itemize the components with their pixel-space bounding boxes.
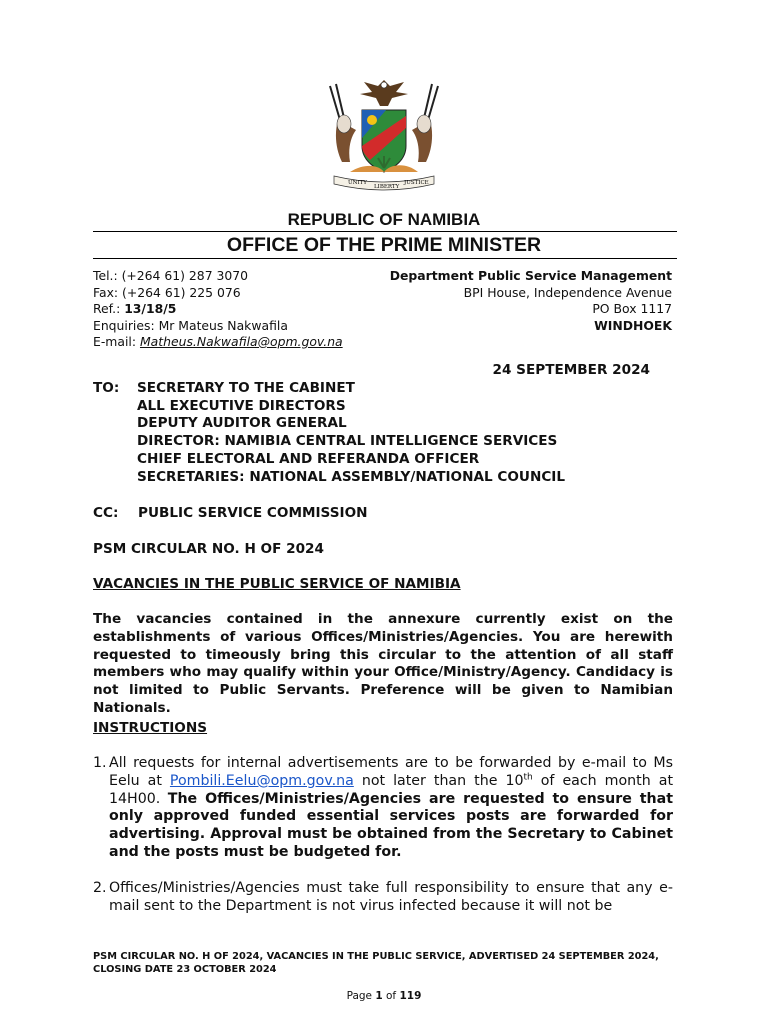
recipient: CHIEF ELECTORAL AND REFERANDA OFFICER [137,450,480,467]
to-label: TO: [93,380,120,396]
address-line-1: BPI House, Independence Avenue [463,284,672,300]
motto-right: JUSTICE [404,180,429,186]
heading-divider-bottom [93,258,677,259]
subject-heading: VACANCIES IN THE PUBLIC SERVICE OF NAMIBIA [93,576,461,592]
page-total: 119 [399,990,422,1002]
item-text-pre: All requests for internal advertisements are to be forwarded by e-mail to Ms Eelu at [109,755,673,789]
enquiries-line: Enquiries: Mr Mateus Nakwafila [93,317,288,333]
eelu-email-link[interactable]: Pombili.Eelu@opm.gov.na [169,772,354,789]
ref-value: 13/18/5 [124,301,177,316]
intro-paragraph: The vacancies contained in the annexure currently exist on the establishments of various Offices/Ministries/Agencies. You are herewith requested to timeously bring this circular to the attention of all staff members who may qualify within your Office/Ministry/Agency. Candidacy is not limited to Public Servants. Preference will be given to Namibian Nationals. [93,611,673,716]
office-heading: OFFICE OF THE PRIME MINISTER [226,234,542,256]
fax-line: Fax: (+264 61) 225 076 [93,284,241,300]
recipient: DIRECTOR: NAMIBIA CENTRAL INTELLIGENCE SERVICES [137,433,558,450]
item-text: Offices/Ministries/Agencies must take full responsibility to ensure that any e-mail sent to the Department is not virus infected because it will not be [109,880,673,914]
circular-number: PSM CIRCULAR NO. H OF 2024 [93,541,324,557]
address-line-2: PO Box 1117 [592,301,672,316]
cc-line [93,505,368,521]
page-of: of [382,990,400,1002]
contact-details-left [93,268,343,351]
email-label: E-mail: [93,334,140,349]
coat-of-arms-emblem [320,76,448,192]
page-number [0,990,768,1002]
ref-line [93,301,343,318]
item-text [109,755,673,862]
contact-details-right [390,268,672,334]
item-text-post: of each month at 14H00. [109,772,674,807]
ref-label: Ref.: [93,301,125,316]
motto-center: LIBERTY [374,184,400,190]
republic-heading: REPUBLIC OF NAMIBIA [287,210,481,229]
item-text-bold: The Offices/Ministries/Agencies are requested to ensure that only approved funded essential services posts are forwarded for advertising. Approval must be obtained from the Secretary to Cabinet and the posts must be budgeted for. [109,790,673,860]
instruction-item [93,880,673,916]
page-current: 1 [375,990,383,1002]
item-number: 1. [93,755,107,771]
tel-line: Tel.: (+264 61) 287 3070 [93,268,249,283]
instructions-heading: INSTRUCTIONS [93,720,208,736]
letter-date: 24 SEPTEMBER 2024 [492,362,650,378]
recipient: ALL EXECUTIVE DIRECTORS [137,397,346,414]
cc-label: CC: [93,505,119,521]
footer-note: PSM CIRCULAR NO. H OF 2024, VACANCIES IN THE PUBLIC SERVICE, ADVERTISED 24 SEPTEMBER 2024, CLOSING DATE 23 OCTOBER 2024 [93,951,659,975]
email-link[interactable]: Matheus.Nakwafila@opm.gov.na [139,334,343,349]
page-label: Page [346,990,376,1002]
cc-value: PUBLIC SERVICE COMMISSION [138,505,368,521]
city: WINDHOEK [594,317,672,333]
item-superscript: th [523,772,533,783]
recipient-row [93,380,565,398]
item-number: 2. [93,880,107,896]
recipient: SECRETARIES: NATIONAL ASSEMBLY/NATIONAL COUNCIL [137,468,566,485]
recipient: DEPUTY AUDITOR GENERAL [137,415,347,432]
email-line [93,334,343,351]
instruction-item [93,755,673,862]
department-name: Department Public Service Management [389,268,672,283]
motto-left: UNITY [348,180,367,186]
recipients-block [93,380,565,486]
item-text-mid: not later than the 10 [353,772,524,789]
recipient: SECRETARY TO THE CABINET [137,380,355,396]
heading-divider [93,231,677,232]
